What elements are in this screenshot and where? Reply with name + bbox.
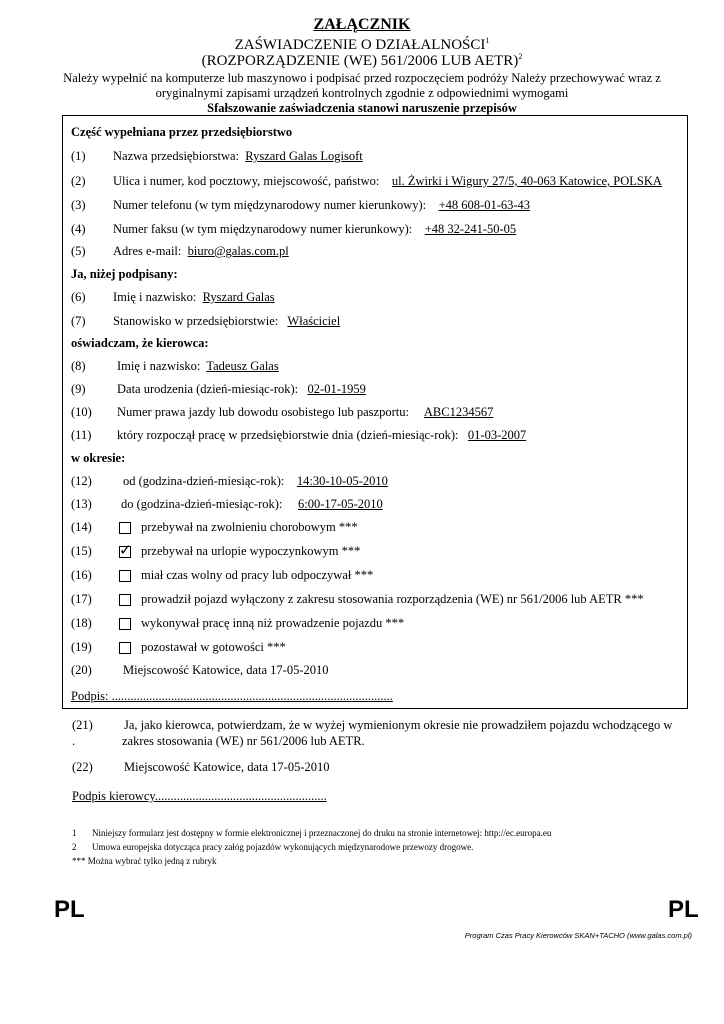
footnote-3 — [72, 856, 216, 866]
field-label: Ulica i numer, kod pocztowy, miejscowość, państwo: — [113, 174, 380, 188]
place-date-company: Miejscowość Katowice, data 17-05-2010 — [123, 663, 329, 677]
field-label: Numer prawa jazdy lub dowodu osobistego lub paszportu: — [117, 405, 409, 419]
field-label: Imię i nazwisko: — [113, 290, 197, 304]
field-label: do (godzina-dzień-miesiąc-rok): — [121, 497, 283, 511]
signer-section-heading: Ja, niżej podpisany: — [71, 267, 178, 281]
driver-name-value: Tadeusz Galas — [206, 359, 279, 373]
driver-signature-line: Podpis kierowcy....................................................... — [72, 789, 327, 803]
option-label: miał czas wolny od pracy lub odpoczywał *** — [141, 568, 374, 582]
regulation-title-text: (ROZPORZĄDZENIE (WE) 561/2006 LUB AETR) — [201, 53, 519, 69]
period-to-value: 6:00-17-05-2010 — [298, 497, 383, 511]
field-number: (12) — [71, 474, 92, 488]
driver-confirmation-line-1: Ja, jako kierowca, potwierdzam, że w wyżej wymienionym okresie nie prowadziłem pojazdu wchodzącego w — [124, 718, 673, 732]
footnote-text: Można wybrać tylko jedną z rubryk — [87, 856, 217, 866]
company-email-value: biuro@galas.com.pl — [187, 244, 289, 258]
excluded-vehicle-checkbox[interactable] — [119, 594, 131, 606]
footnote-2 — [72, 842, 474, 852]
country-code-right: PL — [668, 896, 699, 923]
signer-position-value: Właściciel — [287, 314, 341, 328]
field-number: (1) — [71, 149, 86, 163]
certificate-title-text: ZAŚWIADCZENIE O DZIAŁALNOŚCI — [234, 37, 486, 53]
company-signature-line: Podpis: .......................................................................................... — [71, 689, 393, 703]
field-number: (10) — [71, 405, 92, 419]
field-number: (9) — [71, 382, 86, 396]
option-number: (15) — [71, 544, 92, 558]
driver-birthdate-value: 02-01-1959 — [307, 382, 366, 396]
option-number: (19) — [71, 640, 92, 654]
field-number: (20) — [71, 663, 92, 677]
footnote-ref-2: 2 — [518, 52, 523, 61]
option-label: pozostawał w gotowości *** — [141, 640, 286, 654]
certificate-title — [0, 37, 724, 54]
option-label: prowadził pojazd wyłączony z zakresu stosowania rozporządzenia (WE) nr 561/2006 lub AETR *** — [141, 592, 644, 606]
driver-start-date-value: 01-03-2007 — [467, 428, 527, 442]
field-number: (2) — [71, 174, 86, 188]
field-number: (7) — [71, 314, 86, 328]
footnote-ref-1: 1 — [485, 36, 490, 45]
field-label: Stanowisko w przedsiębiorstwie: — [113, 314, 279, 328]
field-number: (5) — [71, 244, 86, 258]
program-credit: Program Czas Pracy Kierowców SKAN+TACHO (www.galas.com.pl) — [464, 931, 692, 940]
field-label: który rozpoczął pracę w przedsiębiorstwie dnia (dzień-miesiąc-rok): — [117, 428, 459, 442]
field-label: Adres e-mail: — [113, 244, 182, 258]
rest-checkbox[interactable] — [119, 570, 131, 582]
field-number: (22) — [72, 760, 93, 774]
option-number: (16) — [71, 568, 92, 582]
instructions-line-2: oryginalnymi zapisami urządzeń kontrolnych zgodnie z odpowiednimi wymogami — [155, 86, 569, 100]
place-date-driver: Miejscowość Katowice, data 17-05-2010 — [124, 760, 330, 774]
company-address-value: ul. Żwirki i Wigury 27/5, 40-063 Katowice, POLSKA — [391, 174, 662, 188]
vacation-checkbox[interactable] — [119, 541, 132, 559]
signer-name-value: Ryszard Galas — [202, 290, 275, 304]
field-number: (4) — [71, 222, 86, 236]
country-code-left: PL — [54, 896, 85, 923]
company-form-box — [62, 115, 688, 709]
forgery-warning: Sfałszowanie zaświadczenia stanowi naruszenie przepisów — [207, 101, 517, 115]
driver-section-heading: oświadczam, że kierowca: — [71, 336, 209, 350]
company-section-heading: Część wypełniana przez przedsiębiorstwo — [71, 125, 293, 139]
regulation-title — [0, 53, 724, 70]
field-number: (13) — [71, 497, 92, 511]
company-fax-value: +48 32-241-50-05 — [424, 222, 517, 236]
document-title: ZAŁĄCZNIK — [313, 16, 411, 33]
field-number: (6) — [71, 290, 86, 304]
availability-checkbox[interactable] — [119, 642, 131, 654]
footnote-text: Umowa europejska dotycząca pracy załóg pojazdów wykonujących międzynarodowe przewozy drogowe. — [92, 842, 474, 852]
field-number: (11) — [71, 428, 92, 442]
driver-confirmation-line-2: zakres stosowania (WE) nr 561/2006 lub AETR. — [122, 734, 365, 748]
continuation-dot: . — [72, 734, 76, 748]
footnote-text: Niniejszy formularz jest dostępny w formie elektronicznej i przeznaczonej do druku na stronie internetowej: http://ec.europa.eu — [92, 828, 552, 838]
footnote-1 — [72, 828, 552, 838]
field-label: Data urodzenia (dzień-miesiąc-rok): — [117, 382, 299, 396]
other-work-checkbox[interactable] — [119, 618, 131, 630]
option-number: (17) — [71, 592, 92, 606]
footnote-mark: 1 — [72, 828, 77, 838]
field-label: Nazwa przedsiębiorstwa: — [113, 149, 239, 163]
option-label: wykonywał pracę inną niż prowadzenie pojazdu *** — [141, 616, 405, 630]
field-label: Numer faksu (w tym międzynarodowy numer kierunkowy): — [113, 222, 413, 236]
footnote-mark: 2 — [72, 842, 77, 852]
option-number: (14) — [71, 520, 92, 534]
period-from-value: 14:30-10-05-2010 — [296, 474, 388, 488]
option-label: przebywał na urlopie wypoczynkowym *** — [141, 544, 361, 558]
field-label: Imię i nazwisko: — [117, 359, 201, 373]
field-label: od (godzina-dzień-miesiąc-rok): — [123, 474, 285, 488]
field-number: (3) — [71, 198, 86, 212]
field-label: Numer telefonu (w tym międzynarodowy numer kierunkowy): — [113, 198, 427, 212]
driver-license-value: ABC1234567 — [423, 405, 494, 419]
option-number: (18) — [71, 616, 92, 630]
company-phone-value: +48 608-01-63-43 — [438, 198, 531, 212]
instructions-line-1: Należy wypełnić na komputerze lub maszynowo i podpisać przed rozpoczęciem podróży Należy przechowywać wraz z — [63, 71, 661, 85]
period-section-heading: w okresie: — [71, 451, 126, 465]
checkmark-icon: ✓ — [119, 541, 132, 559]
company-name-value: Ryszard Galas Logisoft — [245, 149, 363, 163]
footnote-mark: *** — [72, 856, 86, 866]
field-number: (8) — [71, 359, 86, 373]
option-label: przebywał na zwolnieniu chorobowym *** — [141, 520, 358, 534]
field-number: (21) — [72, 718, 93, 732]
sick-leave-checkbox[interactable] — [119, 522, 131, 534]
